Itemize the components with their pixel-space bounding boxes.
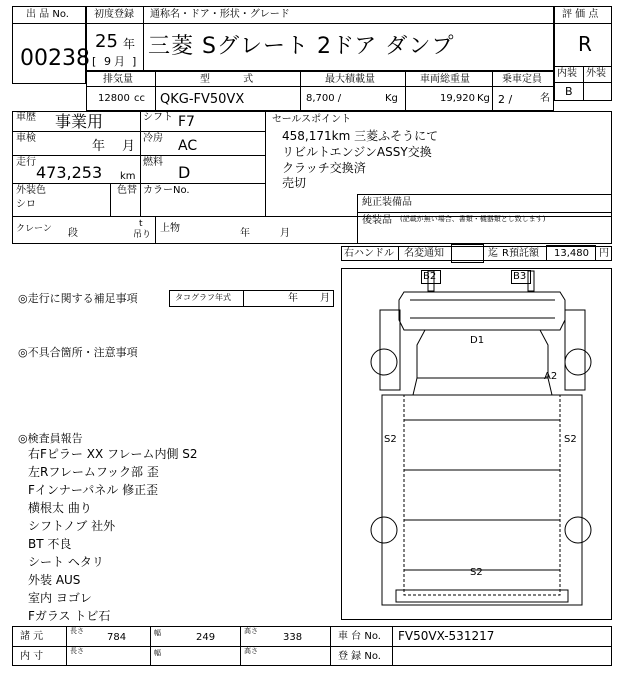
model-code: QKG-FV50VX: [160, 92, 245, 107]
exterior-label: 外装: [586, 68, 606, 79]
reg-month: 9: [104, 55, 111, 68]
tachograph-label: タコグラフ年式: [175, 293, 231, 302]
length-label: 長さ: [70, 627, 84, 635]
first-reg-label: 初度登録: [94, 9, 134, 20]
recycle-value: 13,480: [554, 248, 589, 259]
sales-point-line: クラッチ交換済: [282, 161, 366, 175]
gross-weight-unit: Kg: [477, 93, 490, 104]
sales-point-line: 458,171km 三菱ふそうにて: [282, 129, 439, 143]
interior-label: 内装: [557, 68, 577, 79]
upper-year: 年: [240, 228, 250, 239]
max-load-unit: Kg: [385, 93, 398, 104]
upper-label: 上物: [160, 223, 180, 234]
genuine-equipment-label: 純正装備品: [362, 197, 412, 208]
height: 338: [283, 632, 303, 643]
lot-no-label: 出 品 No.: [26, 9, 69, 20]
height2-label: 高さ: [244, 647, 258, 655]
mark-a2: A2: [544, 371, 558, 382]
tacho-year: 年: [288, 293, 298, 304]
capacity-unit: 名: [540, 93, 550, 104]
reg-year: 25: [95, 31, 118, 52]
mark-d1: D1: [470, 335, 485, 346]
recycle-unit: 円: [599, 248, 609, 259]
crane-ton: t: [139, 219, 143, 229]
inspector-line: 横根太 曲り: [28, 501, 92, 515]
mileage-prefix: 迄: [488, 248, 498, 259]
mark-b3: B3: [513, 271, 527, 282]
sales-point-line: リビルトエンジンASSY交換: [282, 145, 432, 159]
width: 249: [196, 632, 216, 643]
inspector-line: Fガラス トビ石: [28, 609, 111, 623]
front-right-wheel: [565, 349, 591, 375]
reg-month-unit: 月: [114, 55, 125, 68]
model-label: 通称名・ドア・形状・グレード: [150, 9, 290, 20]
upper-month: 月: [280, 228, 290, 239]
cab-roof: [399, 292, 565, 330]
rating-value: R: [578, 32, 592, 56]
shift: F7: [178, 114, 195, 130]
color-change-label: 色替: [117, 185, 137, 196]
aftermarket-note: (記載が無い場合、書類・機器類とし致します): [400, 215, 546, 223]
aftermarket-label: 後装品: [362, 215, 392, 226]
length2-label: 長さ: [70, 647, 84, 655]
gross-weight: 19,920: [440, 93, 475, 104]
front-left-wheel: [371, 349, 397, 375]
inspector-line: 左Rフレームフック部 歪: [28, 465, 159, 479]
history-label: 車歴: [16, 112, 36, 123]
inspection-month: 月: [122, 139, 136, 154]
mark-s2-right: S2: [564, 434, 577, 445]
mark-s2-bottom: S2: [470, 567, 483, 578]
sales-point-line: 売切: [282, 176, 307, 190]
inspector-line: 外装 AUS: [28, 573, 81, 587]
reg-month-bracket-close: ]: [132, 55, 137, 68]
rear-right-wheel: [565, 517, 591, 543]
displacement-unit: cc: [134, 93, 145, 104]
ext-color: シロ: [16, 199, 36, 210]
reg-no-label: 登 録 No.: [338, 651, 381, 662]
interior-score: B: [565, 85, 573, 98]
shift-label: シフト: [143, 112, 173, 123]
crane-label: クレーン: [16, 224, 52, 234]
rear-left-wheel: [371, 517, 397, 543]
capacity-label: 乗車定員: [502, 74, 542, 85]
inspector-line: 室内 ヨゴレ: [28, 591, 92, 605]
name-change-label: 名変通知: [404, 248, 444, 259]
max-load: 8,700 /: [306, 93, 342, 104]
chassis-no: FV50VX-531217: [398, 629, 495, 643]
inspector-line: Fインナーパネル 修正歪: [28, 483, 159, 497]
inspector-label: ◎検査員報告: [18, 432, 83, 445]
width2-label: 幅: [154, 649, 161, 657]
recycle-label: R預託額: [502, 248, 539, 259]
model-name: 三菱 Sグレート 2ドア ダンプ: [148, 34, 455, 59]
max-load-label: 最大積載量: [325, 74, 375, 85]
inspector-line: シート ヘタリ: [28, 555, 104, 569]
inspector-line: 右Fピラー XX フレーム内側 S2: [28, 447, 198, 461]
mark-b2: B2: [423, 271, 437, 282]
mileage-label: 走行: [16, 157, 36, 168]
ext-color-label: 外装色: [16, 185, 46, 196]
capacity: 2 /: [498, 93, 513, 106]
mark-s2-left: S2: [384, 434, 397, 445]
crane-lift: 吊り: [133, 230, 152, 240]
inner-dims-label: 内 寸: [20, 651, 44, 662]
gross-weight-label: 車両総重量: [420, 74, 470, 85]
displacement-label: 排気量: [103, 74, 133, 85]
mileage: 473,253: [36, 163, 103, 182]
width-label: 幅: [154, 629, 161, 637]
length: 784: [107, 632, 127, 643]
inspector-line: シフトノブ 社外: [28, 519, 116, 533]
ac: AC: [178, 138, 198, 154]
mileage-unit: km: [120, 171, 136, 182]
rating-label: 評 価 点: [562, 9, 599, 20]
crane-stage: 段: [68, 228, 78, 239]
displacement: 12800: [98, 93, 130, 104]
inspection-label: 車検: [16, 133, 36, 144]
fuel: D: [178, 163, 191, 182]
lot-no: 00238: [20, 46, 90, 71]
sales-points-label: セールスポイント: [272, 114, 352, 125]
inspection-year: 年: [92, 139, 106, 154]
steering-side: 右ハンドル: [344, 248, 394, 259]
reg-year-unit: 年: [123, 37, 136, 51]
tacho-month: 月: [320, 293, 330, 304]
color-no-label: カラーNo.: [143, 185, 190, 196]
history: 事業用: [55, 112, 104, 131]
ac-label: 冷房: [143, 133, 163, 144]
chassis-label: 車 台 No.: [338, 631, 381, 642]
dims-label: 諸 元: [20, 631, 44, 642]
inspector-line: BT 不良: [28, 537, 72, 551]
fuel-label: 燃料: [143, 157, 163, 168]
height-label: 高さ: [244, 627, 258, 635]
defects-label: ◎不具合箇所・注意事項: [18, 346, 138, 359]
driving-notes-label: ◎走行に関する補足事項: [18, 292, 138, 305]
reg-month-bracket: [: [92, 55, 97, 68]
model-code-label: 型 式: [200, 74, 254, 85]
